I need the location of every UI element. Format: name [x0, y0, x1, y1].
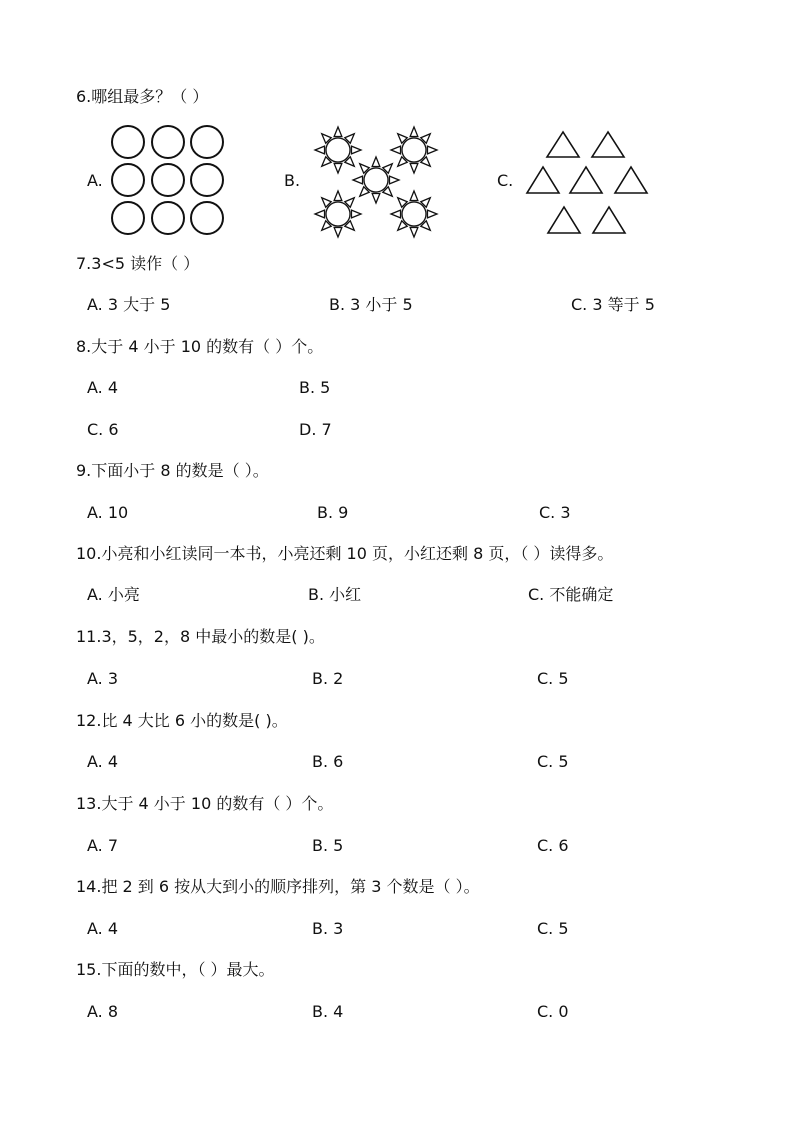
option-9a[interactable]: A. 10: [87, 503, 129, 522]
option-11b[interactable]: B. 2: [312, 669, 344, 688]
circle-icon: [191, 126, 223, 158]
triangle-icon: [548, 207, 580, 233]
option-10c[interactable]: C. 不能确定: [528, 585, 614, 604]
circle-icon: [152, 164, 184, 196]
question-12-stem: 12.比 4 大比 6 小的数是( )。: [76, 711, 288, 730]
option-12b[interactable]: B. 6: [312, 752, 344, 771]
triangle-icon: [615, 167, 647, 193]
question-8-stem: 8.大于 4 小于 10 的数有（ ）个。: [76, 337, 324, 356]
option-6c-label: C.: [497, 171, 514, 190]
sun-icon: [315, 127, 361, 173]
option-9b[interactable]: B. 9: [317, 503, 349, 522]
triangle-icon: [547, 132, 579, 157]
triangle-icon: [570, 167, 602, 193]
option-8a[interactable]: A. 4: [87, 378, 119, 397]
circle-icon: [191, 202, 223, 234]
option-6b-label: B.: [284, 171, 301, 190]
triangle-icon: [592, 132, 624, 157]
option-11c[interactable]: C. 5: [537, 669, 569, 688]
question-6-stem: 6.哪组最多？（ ）: [76, 87, 209, 106]
option-6a-label: A.: [87, 171, 103, 190]
option-12c[interactable]: C. 5: [537, 752, 569, 771]
figure-b-suns: [300, 120, 460, 245]
sun-icon: [315, 191, 361, 237]
sun-icon: [353, 157, 399, 203]
circle-icon: [191, 164, 223, 196]
circle-icon: [112, 202, 144, 234]
option-11a[interactable]: A. 3: [87, 669, 119, 688]
circle-icon: [112, 126, 144, 158]
option-8c[interactable]: C. 6: [87, 420, 119, 439]
triangle-icon: [527, 167, 559, 193]
question-7-stem: 7.3<5 读作（ ）: [76, 254, 200, 273]
option-7b[interactable]: B. 3 小于 5: [329, 295, 413, 314]
figure-a-circles: [108, 124, 228, 236]
option-12a[interactable]: A. 4: [87, 752, 119, 771]
question-14-stem: 14.把 2 到 6 按从大到小的顺序排列，第 3 个数是（ ）。: [76, 877, 480, 896]
option-8b[interactable]: B. 5: [299, 378, 331, 397]
option-15b[interactable]: B. 4: [312, 1002, 344, 1021]
option-10a[interactable]: A. 小亮: [87, 585, 140, 604]
circle-icon: [112, 164, 144, 196]
figure-c-triangles: [524, 126, 654, 238]
option-9c[interactable]: C. 3: [539, 503, 571, 522]
option-14b[interactable]: B. 3: [312, 919, 344, 938]
option-15a[interactable]: A. 8: [87, 1002, 119, 1021]
question-11-stem: 11.3，5，2，8 中最小的数是( )。: [76, 627, 325, 646]
question-9-stem: 9.下面小于 8 的数是（ ）。: [76, 461, 269, 480]
option-7c[interactable]: C. 3 等于 5: [571, 295, 655, 314]
question-13-stem: 13.大于 4 小于 10 的数有（ ）个。: [76, 794, 334, 813]
option-13c[interactable]: C. 6: [537, 836, 569, 855]
option-8d[interactable]: D. 7: [299, 420, 332, 439]
option-13b[interactable]: B. 5: [312, 836, 344, 855]
sun-icon: [391, 191, 437, 237]
option-14c[interactable]: C. 5: [537, 919, 569, 938]
question-10-stem: 10.小亮和小红读同一本书，小亮还剩 10 页，小红还剩 8 页，（ ）读得多。: [76, 544, 614, 563]
circle-icon: [152, 126, 184, 158]
option-14a[interactable]: A. 4: [87, 919, 119, 938]
circle-icon: [152, 202, 184, 234]
triangle-icon: [593, 207, 625, 233]
option-10b[interactable]: B. 小红: [308, 585, 362, 604]
option-15c[interactable]: C. 0: [537, 1002, 569, 1021]
option-13a[interactable]: A. 7: [87, 836, 119, 855]
option-7a[interactable]: A. 3 大于 5: [87, 295, 171, 314]
sun-icon: [391, 127, 437, 173]
question-15-stem: 15.下面的数中，（ ）最大。: [76, 960, 275, 979]
